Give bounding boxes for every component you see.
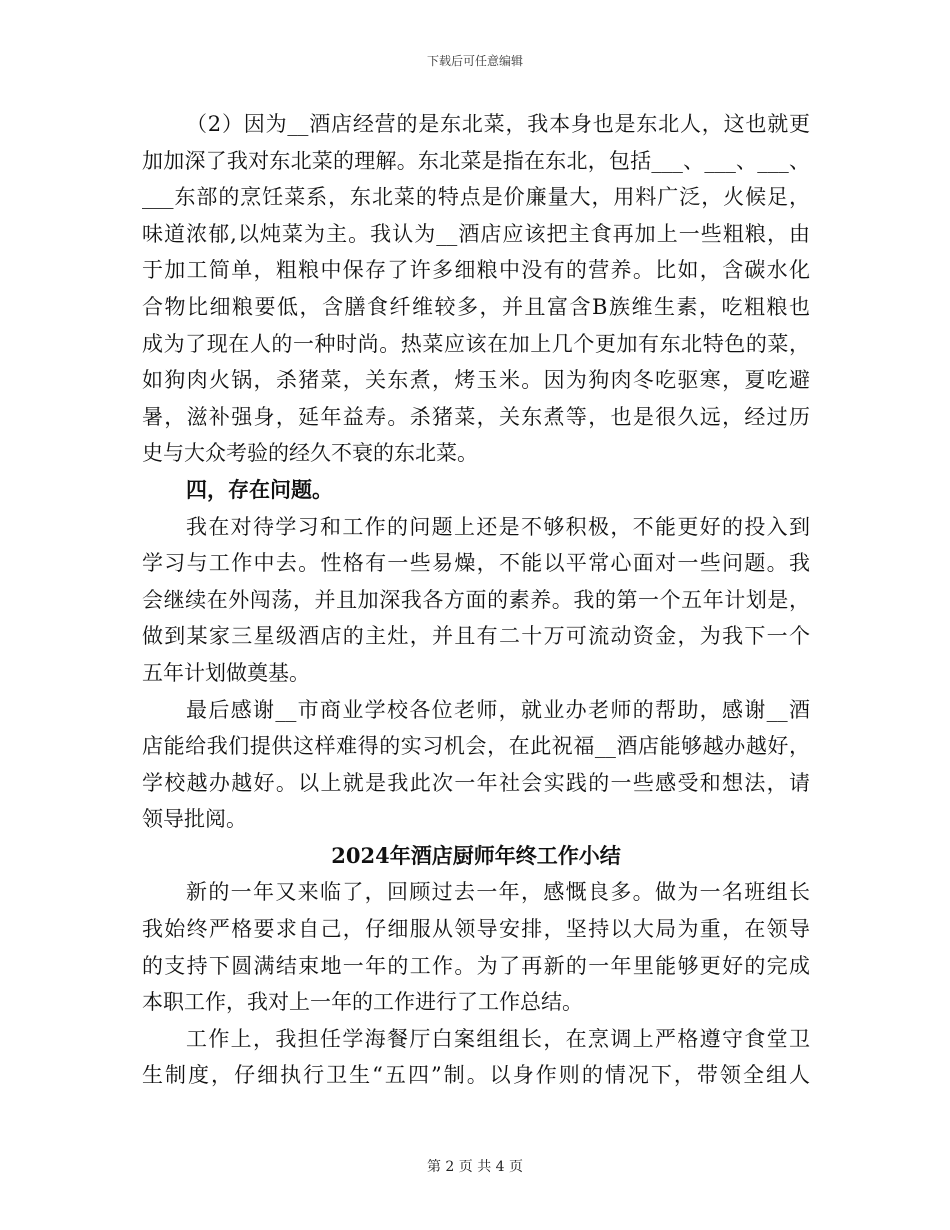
text-line: 领导批阅。	[142, 807, 247, 832]
text-line: 工作上，我担任学海餐厅白案组组长，在烹调上严格遵守食堂卫	[186, 1026, 810, 1051]
page-footer: 第 2 页 共 4 页	[426, 1159, 524, 1175]
text-line: 成为了现在人的一种时尚。热菜应该在加上几个更加有东北特色的菜，	[142, 331, 810, 356]
text-line: 我在对待学习和工作的问题上还是不够积极，不能更好的投入到	[186, 514, 810, 539]
text-line: 合物比细粮要低，含膳食纤维较多，并且富含B族维生素，吃粗粮也	[142, 294, 810, 319]
text-line: 史与大众考验的经久不衰的东北菜。	[142, 441, 478, 466]
text-line: ___东部的烹饪菜系，东北菜的特点是价廉量大，用料广泛，火候足，	[142, 185, 810, 210]
page-header: 下载后可任意编辑	[426, 54, 523, 68]
text-line: 味道浓郁,以炖菜为主。我认为__酒店应该把主食再加上一些粗粮，由	[142, 221, 810, 246]
document-title: 2024年酒店厨师年终工作小结	[331, 842, 621, 868]
text-line: 加加深了我对东北菜的理解。东北菜是指在东北，包括___、___、___、	[142, 148, 810, 173]
text-line: 本职工作，我对上一年的工作进行了工作总结。	[142, 990, 583, 1015]
text-line: 的支持下圆满结束地一年的工作。为了再新的一年里能够更好的完成	[142, 953, 810, 978]
text-line: 我始终严格要求自己，仔细服从领导安排，坚持以大局为重，在领导	[142, 917, 810, 942]
text-line: 学习与工作中去。性格有一些易燥，不能以平常心面对一些问题。我	[142, 551, 810, 576]
text-line: （2）因为__酒店经营的是东北菜，我本身也是东北人，这也就更	[186, 112, 810, 136]
text-line: 最后感谢__市商业学校各位老师，就业办老师的帮助，感谢__酒	[186, 697, 810, 722]
section-heading: 四，存在问题。	[186, 476, 333, 502]
text-line: 生制度，仔细执行卫生“五四”制。以身作则的情况下，带领全组人	[142, 1063, 810, 1088]
text-line: 新的一年又来临了，回顾过去一年，感慨良多。做为一名班组长	[186, 880, 810, 905]
text-line: 会继续在外闯荡，并且加深我各方面的素养。我的第一个五年计划是，	[142, 587, 810, 612]
text-line: 于加工简单，粗粮中保存了许多细粮中没有的营养。比如，含碳水化	[142, 258, 810, 283]
text-line: 五年计划做奠基。	[142, 660, 310, 685]
text-line: 店能给我们提供这样难得的实习机会，在此祝福__酒店能够越办越好，	[142, 734, 810, 759]
text-line: 如狗肉火锅，杀猪菜，关东煮，烤玉米。因为狗肉冬吃驱寒，夏吃避	[142, 368, 810, 393]
text-line: 学校越办越好。以上就是我此次一年社会实践的一些感受和想法，请	[142, 770, 810, 795]
document-body	[142, 106, 810, 1094]
text-line: 暑，滋补强身，延年益寿。杀猪菜，关东煮等，也是很久远，经过历	[142, 404, 810, 429]
text-line: 做到某家三星级酒店的主灶，并且有二十万可流动资金，为我下一个	[142, 624, 810, 649]
